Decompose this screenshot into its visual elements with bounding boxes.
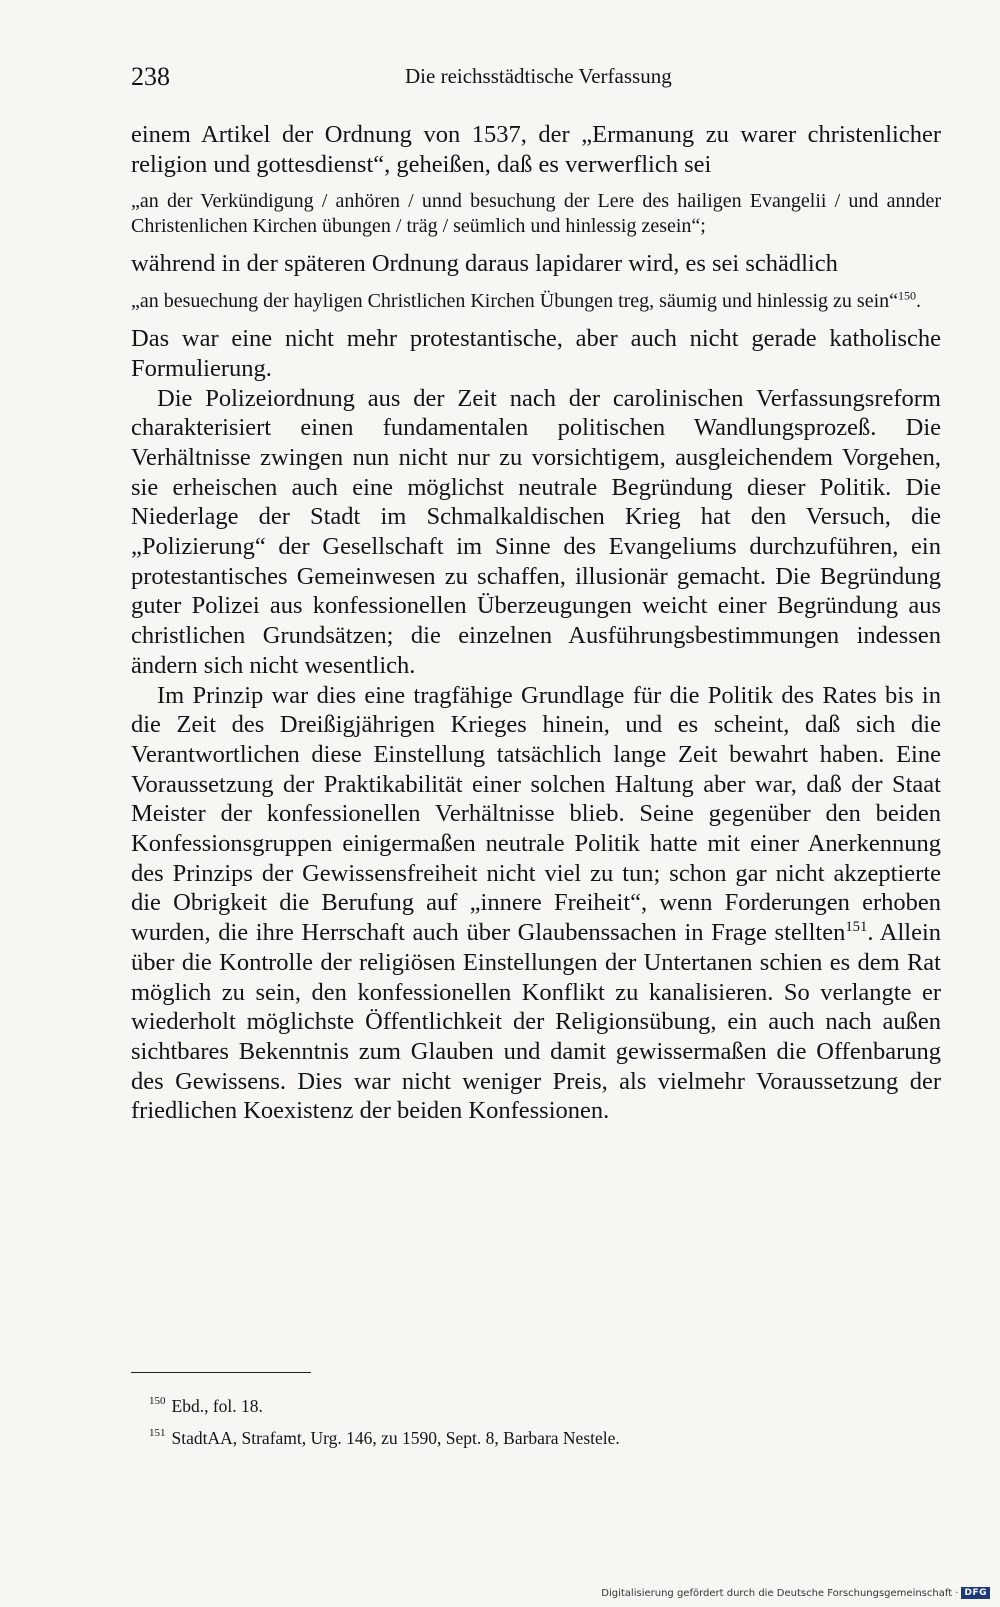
- paragraph: [131, 681, 941, 1127]
- body-text: [131, 120, 941, 1126]
- running-title: Die reichsstädtische Verfassung: [405, 64, 672, 88]
- block-quote: „an der Verkündigung / anhören / unnd besuchung der Lere des hailigen Evangelii / und annder Christenlichen Kirchen übungen / träg / seümlich und hinlessig zesein“;: [131, 190, 941, 238]
- digitization-credit: [601, 1587, 990, 1599]
- footnote-number: 151: [149, 1426, 166, 1439]
- paragraph: während in der späteren Ordnung daraus lapidarer wird, es sei schädlich: [131, 250, 838, 278]
- footnote-divider: [131, 1372, 311, 1373]
- paragraph: Das war eine nicht mehr protestantische, aber auch nicht gerade katholische Formulierung.: [131, 325, 941, 382]
- footnote-text: Ebd., fol. 18.: [171, 1395, 263, 1416]
- footnote-reference: 151: [845, 919, 868, 936]
- footnote-text: StadtAA, Strafamt, Urg. 146, zu 1590, Sept. 8, Barbara Nestele.: [171, 1427, 620, 1448]
- paragraph: Die Polizeiordnung aus der Zeit nach der carolinischen Verfassungsreform charakterisiert einen fundamentalen politischen Wandlungsprozeß. Die Verhältnisse zwingen nun nicht nur zu vorsichtigem, ausgleichendem Vorgehen, sie erheischen auch eine möglichst neutrale Begründung dieser Politik. Die Niederlage der Stadt im Schmalkaldischen Krieg hat den Versuch, die „Polizierung“ der Gesellschaft im Sinne des Evangeliums durchzuführen, ein protestantisches Gemeinwesen zu schaffen, illusionär gemacht. Die Begründung guter Polizei aus konfessionellen Überzeugungen weicht einer Begründung aus christlichen Grundsätzen; die einzelnen Ausführungsbestimmungen indessen ändern sich nicht wesentlich.: [131, 384, 941, 679]
- quote-text: „an besuechung der hayligen Christlichen Kirchen Übungen treg, säumig und hinlessig zu sein“: [131, 290, 899, 313]
- quote-end: .: [916, 290, 922, 313]
- footnotes: [149, 1388, 929, 1452]
- footnote-reference: 150: [898, 288, 917, 303]
- block-quote: [131, 289, 941, 314]
- digitization-note: Digitalisierung gefördert durch die Deutsche Forschungsgemeinschaft ·: [601, 1587, 959, 1599]
- footnote-number: 150: [149, 1395, 166, 1407]
- footnote: [149, 1420, 929, 1452]
- paragraph-text: Im Prinzip war dies eine tragfähige Grundlage für die Politik des Rates bis in die Zeit des Dreißigjährigen Krieges hinein, und es scheint, daß sich die Verantwortlichen diese Einstellung tatsächlich lange Zeit bewahrt haben. Eine Voraussetzung der Praktikabilität einer solchen Haltung aber war, daß der Staat Meister der konfessionellen Verhältnisse blieb. Seine gegenüber den beiden Konfessionsgruppen einigermaßen neutrale Politik hatte mit einer Anerkennung des Prinzips der Gewissensfreiheit nicht viel zu tun; schon gar nicht akzeptierte die Obrigkeit die Berufung auf „innere Freiheit“, wenn Forderungen erhoben wurden, die ihre Herrschaft auch über Glaubenssachen in Frage stellten: [131, 681, 941, 947]
- dfg-logo: DFG: [961, 1587, 990, 1599]
- paragraph: einem Artikel der Ordnung von 1537, der „Ermanung zu warer christenlicher religion und gottesdienst“, geheißen, daß es verwerflich sei: [131, 121, 941, 178]
- page-number: 238: [131, 62, 170, 91]
- footnote: [149, 1388, 929, 1420]
- paragraph-text: . Allein über die Kontrolle der religiösen Einstellungen der Untertanen schien es dem Rat möglich zu sein, den konfessionellen Konflikt zu kanalisieren. So verlangte er wiederholt möglichste Öffentlichkeit der Religionsübung, ein auch nach außen sichtbares Bekenntnis zum Glauben und damit gewissermaßen die Offenbarung des Gewissens. Dies war nicht weniger Preis, als vielmehr Voraussetzung der friedlichen Koexistenz der beiden Konfessionen.: [131, 919, 942, 1125]
